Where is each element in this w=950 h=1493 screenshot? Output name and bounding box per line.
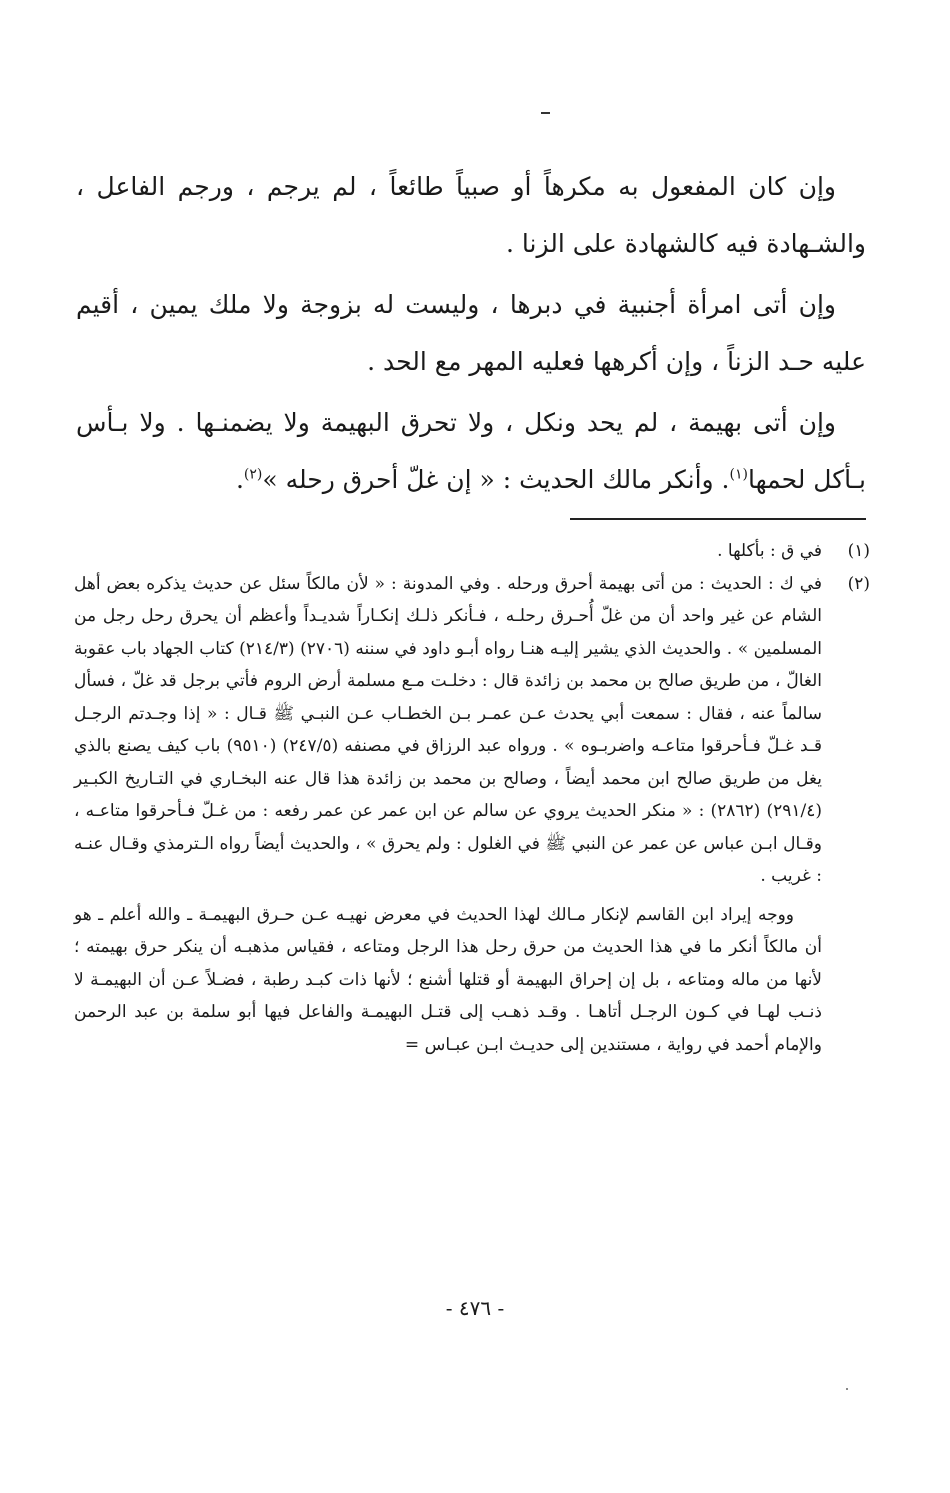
paragraph-2: وإن أتى امرأة أجنبية في دبرها ، وليست له بزوجة ولا ملك يمين ، أقيم عليه حـد الزناً ، وإن أكرهها فعليه المهر مع الحد . — [76, 290, 866, 376]
footnotes — [74, 535, 870, 1061]
footnote-divider — [570, 518, 866, 520]
paragraph-3-tail: . وأنكر مالك الحديث : « إن غلّ أحرق رحله » — [262, 465, 730, 494]
paragraph-3 — [76, 394, 866, 508]
page-number: - ٤٧٦ - — [445, 1296, 505, 1320]
paragraph-3-text: وإن أتى بهيمة ، لم يحد ونكل ، ولا تحرق البهيمة ولا يضمنـها . ولا بـأس بـأكل لحمها — [76, 408, 866, 494]
footnote-ref-1[interactable]: (١) — [729, 466, 748, 483]
footnote-ref-2[interactable]: (٢) — [243, 466, 263, 483]
paragraph-3-end: . — [235, 465, 244, 494]
editor-commentary: ووجه إيراد ابن القاسم لإنكار مـالك لهذا الحديث في معرض نهيـه عـن حـرق البهيمـة ـ والله أعلم ـ هو أن مالكاً أنكر ما في هذا الحديث من حرق رحل هذا الرجل ومتاعه ، فقياس مذهبـه أن ينكر حرق بهيمته ؛ لأنها من ماله ومتاعه ، بل إن إحراق البهيمة أو قتلها أشنع ؛ لأنها ذات كبـد رطبة ، فضـلاً عـن أن البهيمـة لا ذنـب لهـا في كـون الرجـل أتاهـا . وقـد ذهـب إلى قتـل البهيمـة والفاعل فيها أبو سلمة بن عبد الرحمن والإمام أحمد في رواية ، مستندين إلى حديـث ابـن عبـاس = — [74, 904, 822, 1055]
top-mark — [541, 112, 550, 114]
footnote-number: (١) — [847, 541, 870, 561]
scan-speck — [846, 1388, 848, 1390]
paragraph-1: وإن كان المفعول به مكرهاً أو صبياً طائعاً ، لم يرجم ، ورجم الفاعل ، والشـهادة فيه كالشهادة على الزنا . — [76, 172, 866, 258]
footnote-text: في ق : بأكلها . — [717, 541, 822, 561]
footnote-1 — [74, 535, 870, 568]
footnote-number: (٢) — [847, 573, 870, 594]
main-text — [76, 158, 866, 512]
footnote-text: في ك : الحديث : من أتى بهيمة أحرق ورحله . وفي المدونة : « لأن مالكاً سئل عن حديث يذكره بعض أهل الشام عن غير واحد أن من غلّ أُحـرق رحلـه ، فـأنكر ذلـك إنكـاراً شديـداً وأعظم أن يحرق رحل رجل من المسلمين » . والحديث الذي يشير إليـه هنـا رواه أبـو داود في سننه (٢٧٠٦) (٢١٤/٣) كتاب الجهاد باب عقوبة الغالّ ، من طريق صالح بن محمد بن زائدة قال : دخلـت مـع مسلمة أرض الروم فأتي برجل قد غلّ ، فسأل سالماً عنه ، فقال : سمعت أبي يحدث عـن عمـر بـن الخطـاب عـن النبـي ﷺ قـال : « إذا وجـدتم الرجـل قـد غـلّ فـأحرقوا متاعـه واضربـوه » . ورواه عبد الرزاق في مصنفه (٢٤٧/٥) (٩٥١٠) باب كيف يصنع بالذي يغل من طريق صالح ابن محمد أيضاً ، وصالح بن محمد بن زائدة هذا قال عنه البخـاري في التـاريخ الكبـير (٢٩١/٤) (٢٨٦٢) : « منكر الحديث يروي عن سالم عن ابن عمر عن عمر رفعه : من غـلّ فـأحرقوا متاعـه ، وقـال ابـن عباس عن عمر عن النبي ﷺ في الغلول : ولم يحرق » ، والحديث أيضاً رواه الـترمذي وقـال عنـه : غريب . — [74, 573, 822, 886]
footnote-2 — [74, 568, 870, 893]
